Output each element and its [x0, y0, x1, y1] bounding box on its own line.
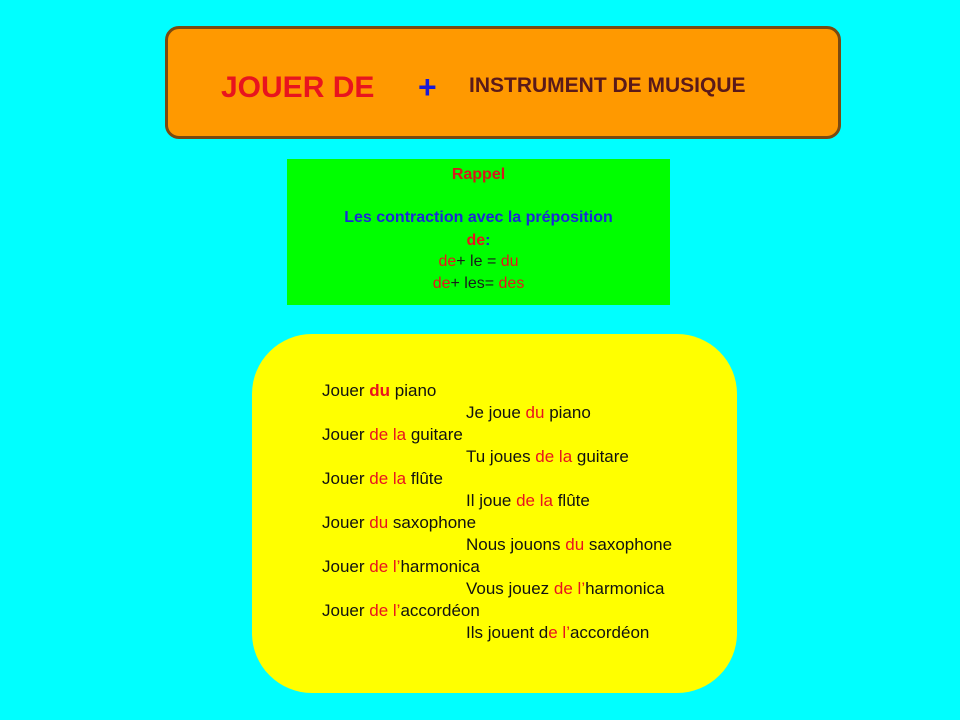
- example-text: Jouer: [322, 557, 370, 576]
- example-text: Jouer: [322, 469, 370, 488]
- example-text: Vous jouez: [466, 579, 554, 598]
- example-instrument: harmonica: [585, 579, 665, 598]
- example-preposition: de la: [516, 491, 553, 510]
- example-preposition: de la: [369, 469, 407, 488]
- example-conjugated: [466, 535, 672, 555]
- example-instrument: guitare: [406, 425, 463, 444]
- example-text: Nous jouons: [466, 535, 566, 554]
- title-subtitle: INSTRUMENT DE MUSIQUE: [469, 74, 746, 97]
- example-preposition: e l’: [548, 623, 570, 642]
- formula-plus-le: + le =: [456, 253, 501, 270]
- example-text: Jouer: [322, 425, 370, 444]
- example-conjugated: [466, 447, 629, 467]
- example-instrument: accordéon: [400, 601, 480, 620]
- example-text: Il joue: [466, 491, 517, 510]
- title-plus: +: [418, 69, 437, 105]
- example-preposition: du: [565, 535, 585, 554]
- rappel-de-colon: :: [485, 232, 491, 249]
- formula-de: de: [438, 253, 457, 270]
- formula-du: du: [500, 253, 519, 270]
- example-instrument: saxophone: [584, 535, 673, 554]
- example-instrument: saxophone: [388, 513, 477, 532]
- example-text: Tu joues: [466, 447, 536, 466]
- example-preposition: de l’: [369, 557, 401, 576]
- rappel-subtitle: Les contraction avec la préposition: [344, 209, 613, 226]
- example-preposition: de la: [535, 447, 573, 466]
- example-instrument: piano: [390, 381, 437, 400]
- example-preposition: de l’: [369, 601, 401, 620]
- example-preposition: du: [369, 381, 391, 400]
- example-text: Jouer: [322, 381, 370, 400]
- example-infinitive: [322, 425, 463, 445]
- example-text: Jouer: [322, 513, 370, 532]
- rappel-title: Rappel: [451, 166, 506, 183]
- title-banner: [165, 26, 841, 139]
- example-instrument: guitare: [572, 447, 629, 466]
- example-conjugated: [466, 403, 591, 423]
- formula-plus-les: + les=: [450, 275, 499, 292]
- example-text: Ils jouent d: [466, 623, 549, 642]
- example-instrument: flûte: [552, 491, 590, 510]
- example-preposition: de la: [369, 425, 407, 444]
- formula-de: de: [432, 275, 451, 292]
- example-instrument: piano: [544, 403, 591, 422]
- example-text: Jouer: [322, 601, 370, 620]
- example-conjugated: [466, 623, 649, 643]
- example-conjugated: [466, 491, 590, 511]
- title-main: JOUER DE: [221, 71, 375, 104]
- example-preposition: du: [369, 513, 389, 532]
- example-infinitive: [322, 381, 436, 401]
- rappel-formula-des: [287, 275, 670, 293]
- formula-des: des: [498, 275, 525, 292]
- example-instrument: accordéon: [569, 623, 650, 642]
- example-conjugated: [466, 579, 664, 599]
- rappel-box: [287, 159, 670, 305]
- example-instrument: flûte: [406, 469, 443, 488]
- example-infinitive: [322, 469, 443, 489]
- example-infinitive: [322, 557, 480, 577]
- rappel-formula-du: [287, 253, 670, 271]
- example-infinitive: [322, 601, 480, 621]
- rappel-de-line: [287, 232, 670, 250]
- example-preposition: du: [525, 403, 545, 422]
- rappel-de-label: de: [466, 232, 486, 249]
- example-infinitive: [322, 513, 476, 533]
- example-text: Je joue: [466, 403, 526, 422]
- example-preposition: de l’: [553, 579, 586, 598]
- example-instrument: harmonica: [400, 557, 480, 576]
